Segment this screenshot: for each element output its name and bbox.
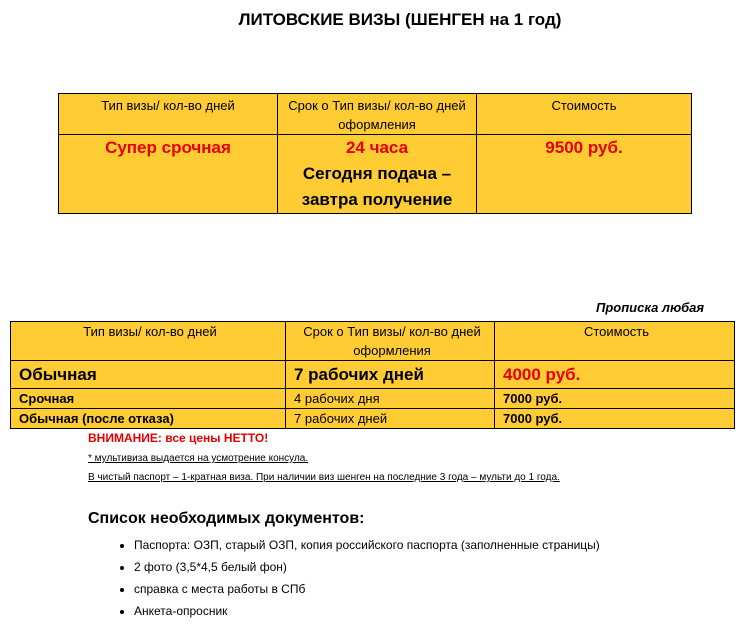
header-cell-term: Срок о Тип визы/ кол-во дней оформления bbox=[278, 94, 477, 135]
passport-footnote: В чистый паспорт – 1-кратная виза. При наличии виз шенген на последние 3 года – мульти до 1 года. bbox=[88, 472, 560, 483]
urgent-visa-table bbox=[58, 93, 692, 214]
header-cell-price: Стоимость bbox=[495, 322, 735, 361]
list-item: • справка с места работы в СПб bbox=[134, 578, 600, 600]
visa-type-cell: Обычная (после отказа) bbox=[11, 409, 286, 429]
term-description: Сегодня подача – завтра получение bbox=[301, 164, 453, 209]
price-cell: 9500 руб. bbox=[477, 135, 692, 214]
price-cell: 7000 руб. bbox=[495, 409, 735, 429]
header-cell-term: Срок о Тип визы/ кол-во дней оформления bbox=[286, 322, 495, 361]
header-cell-price: Стоимость bbox=[477, 94, 692, 135]
term-cell: 7 рабочих дней bbox=[286, 361, 495, 389]
list-item: • Анкета-опросник bbox=[134, 600, 600, 622]
header-cell-type: Тип визы/ кол-во дней bbox=[11, 322, 286, 361]
term-hours: 24 часа bbox=[345, 138, 409, 157]
table-row bbox=[11, 361, 735, 389]
price-warning: ВНИМАНИЕ: все цены НЕТТО! bbox=[88, 431, 269, 445]
list-item: • Паспорта: ОЗП, старый ОЗП, копия российского паспорта (заполненные страницы) bbox=[134, 534, 600, 556]
table-row bbox=[11, 389, 735, 409]
visa-price-table bbox=[10, 321, 735, 429]
visa-type-cell: Срочная bbox=[11, 389, 286, 409]
header-cell-type: Тип визы/ кол-во дней bbox=[59, 94, 278, 135]
page-title: ЛИТОВСКИЕ ВИЗЫ (ШЕНГЕН на 1 год) bbox=[238, 10, 562, 29]
table-row bbox=[59, 135, 692, 214]
multivisa-footnote: * мультивиза выдается на усмотрение консула. bbox=[88, 453, 309, 464]
table-header-row bbox=[59, 94, 692, 135]
term-cell: 4 рабочих дня bbox=[286, 389, 495, 409]
term-cell: 7 рабочих дней bbox=[286, 409, 495, 429]
visa-type-cell: Супер срочная bbox=[59, 135, 278, 214]
documents-list bbox=[96, 534, 600, 622]
table-header-row bbox=[11, 322, 735, 361]
table-row bbox=[11, 409, 735, 429]
list-item: • 2 фото (3,5*4,5 белый фон) bbox=[134, 556, 600, 578]
visa-type-cell: Обычная bbox=[11, 361, 286, 389]
registration-note: Прописка любая bbox=[596, 300, 705, 315]
documents-heading: Список необходимых документов: bbox=[88, 510, 365, 527]
term-cell bbox=[278, 135, 477, 214]
price-cell: 7000 руб. bbox=[495, 389, 735, 409]
price-cell: 4000 руб. bbox=[495, 361, 735, 389]
